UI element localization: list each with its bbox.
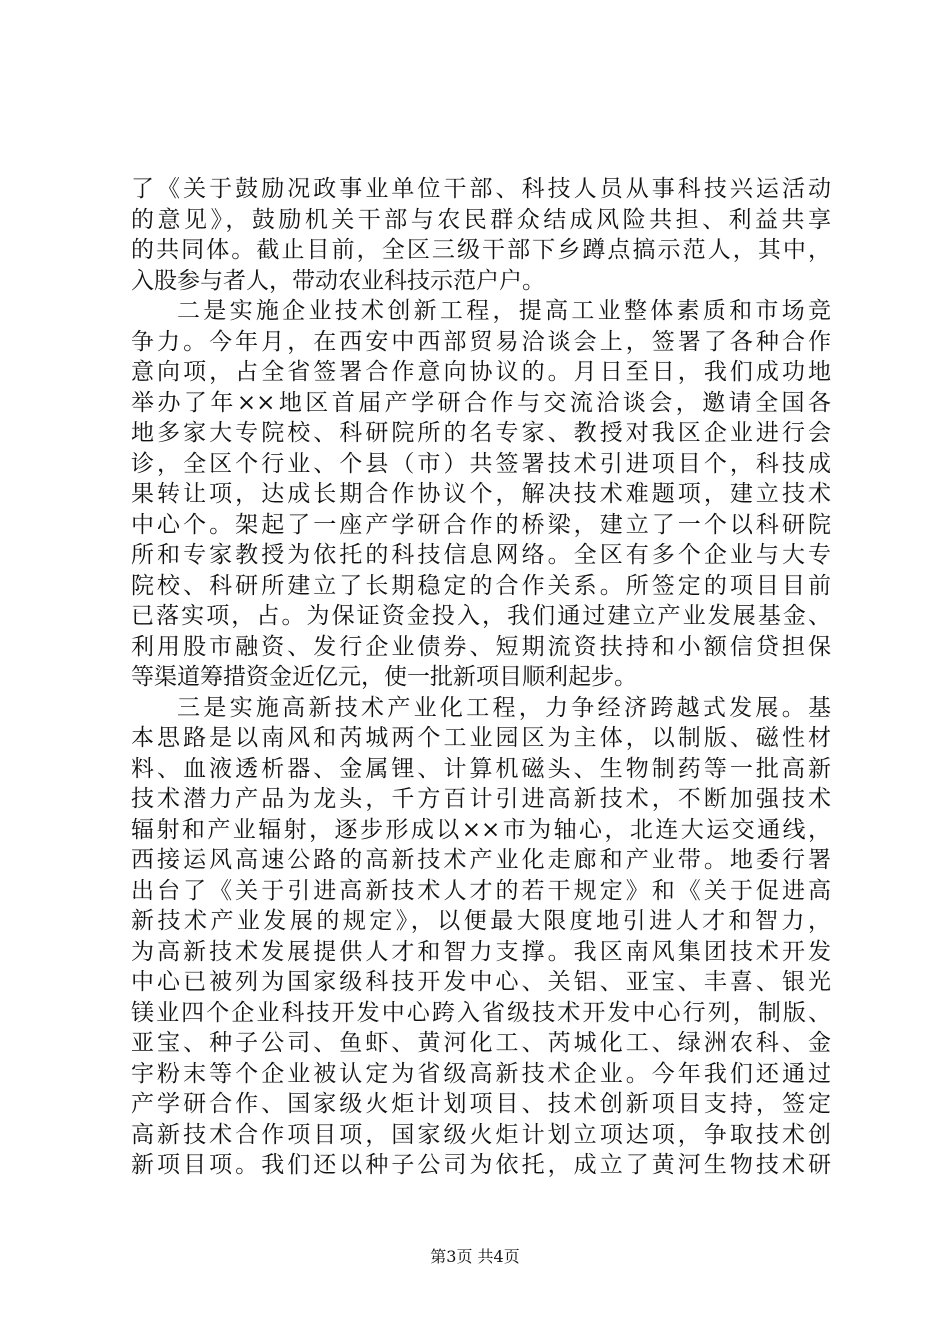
text-line: 料、血液透析器、金属锂、计算机磁头、生物制药等一批高新: [131, 755, 831, 782]
text-line: 高新技术合作项目项，国家级火炬计划立项达项，争取技术创: [131, 1121, 831, 1148]
page-number-footer: 第3页 共4页: [430, 1247, 520, 1266]
text-line: 等渠道筹措资金近亿元，使一批新项目顺利起步。: [131, 664, 637, 690]
text-line: 已落实项，占。为保证资金投入，我们通过建立产业发展基金、: [131, 603, 831, 629]
text-line: 意向项，占全省签署合作意向协议的。月日至日，我们成功地: [131, 359, 831, 385]
text-line: 了《关于鼓励况政事业单位干部、科技人员从事科技兴运活动: [131, 176, 831, 202]
text-line: 诊，全区个行业、个县（市）共签署技术引进项目个，科技成: [131, 450, 831, 477]
text-line: 中心个。架起了一座产学研合作的桥梁，建立了一个以科研院: [131, 511, 831, 538]
text-line: 利用股市融资、发行企业债券、短期流资扶持和小额信贷担保: [131, 633, 831, 660]
text-line: 辐射和产业辐射，逐步形成以××市为轴心，北连大运交通线，: [131, 816, 831, 843]
text-line: 镁业四个企业科技开发中心跨入省级技术开发中心行列，制版、: [131, 999, 831, 1026]
paragraph-first-line: 三是实施高新技术产业化工程，力争经济跨越式发展。基: [177, 694, 831, 721]
paragraph-first-line: 二是实施企业技术创新工程，提高工业整体素质和市场竞: [177, 298, 831, 324]
text-line: 本思路是以南风和芮城两个工业园区为主体，以制版、磁性材: [131, 725, 831, 751]
text-line: 所和专家教授为依托的科技信息网络。全区有多个企业与大专: [131, 542, 831, 568]
text-line: 的共同体。截止目前，全区三级干部下乡蹲点搞示范人，其中，: [131, 237, 831, 263]
text-line: 果转让项，达成长期合作协议个，解决技术难题项，建立技术: [131, 481, 831, 507]
text-line: 院校、科研所建立了长期稳定的合作关系。所签定的项目目前: [131, 572, 831, 599]
text-line: 为高新技术发展提供人才和智力支撑。我区南风集团技术开发: [131, 938, 831, 965]
text-line: 举办了年××地区首届产学研合作与交流洽谈会，邀请全国各: [131, 389, 831, 416]
text-line: 新项目项。我们还以种子公司为依托，成立了黄河生物技术研: [131, 1152, 831, 1178]
text-line: 亚宝、种子公司、鱼虾、黄河化工、芮城化工、绿洲农科、金: [131, 1030, 831, 1056]
text-line: 争力。今年月，在西安中西部贸易洽谈会上，签署了各种合作: [131, 328, 831, 355]
text-line: 地多家大专院校、科研院所的名专家、教授对我区企业进行会: [131, 420, 831, 446]
body-text: [131, 174, 831, 1181]
text-line: 的意见》，鼓励机关干部与农民群众结成风险共担、利益共享: [131, 206, 831, 233]
text-line: 西接运风高速公路的高新技术产业化走廊和产业带。地委行署: [131, 847, 831, 873]
text-line: 新技术产业发展的规定》，以便最大限度地引进人才和智力，: [131, 908, 831, 934]
text-line: 中心已被列为国家级科技开发中心、关铝、亚宝、丰喜、银光: [131, 969, 831, 995]
text-line: 入股参与者人，带动农业科技示范户户。: [131, 267, 545, 294]
text-line: 宇粉末等个企业被认定为省级高新技术企业。今年我们还通过: [131, 1060, 831, 1087]
text-line: 出台了《关于引进高新技术人才的若干规定》和《关于促进高: [131, 877, 831, 904]
text-line: 产学研合作、国家级火炬计划项目、技术创新项目支持，签定: [131, 1091, 831, 1117]
text-line: 技术潜力产品为龙头，千方百计引进高新技术，不断加强技术: [131, 786, 831, 812]
